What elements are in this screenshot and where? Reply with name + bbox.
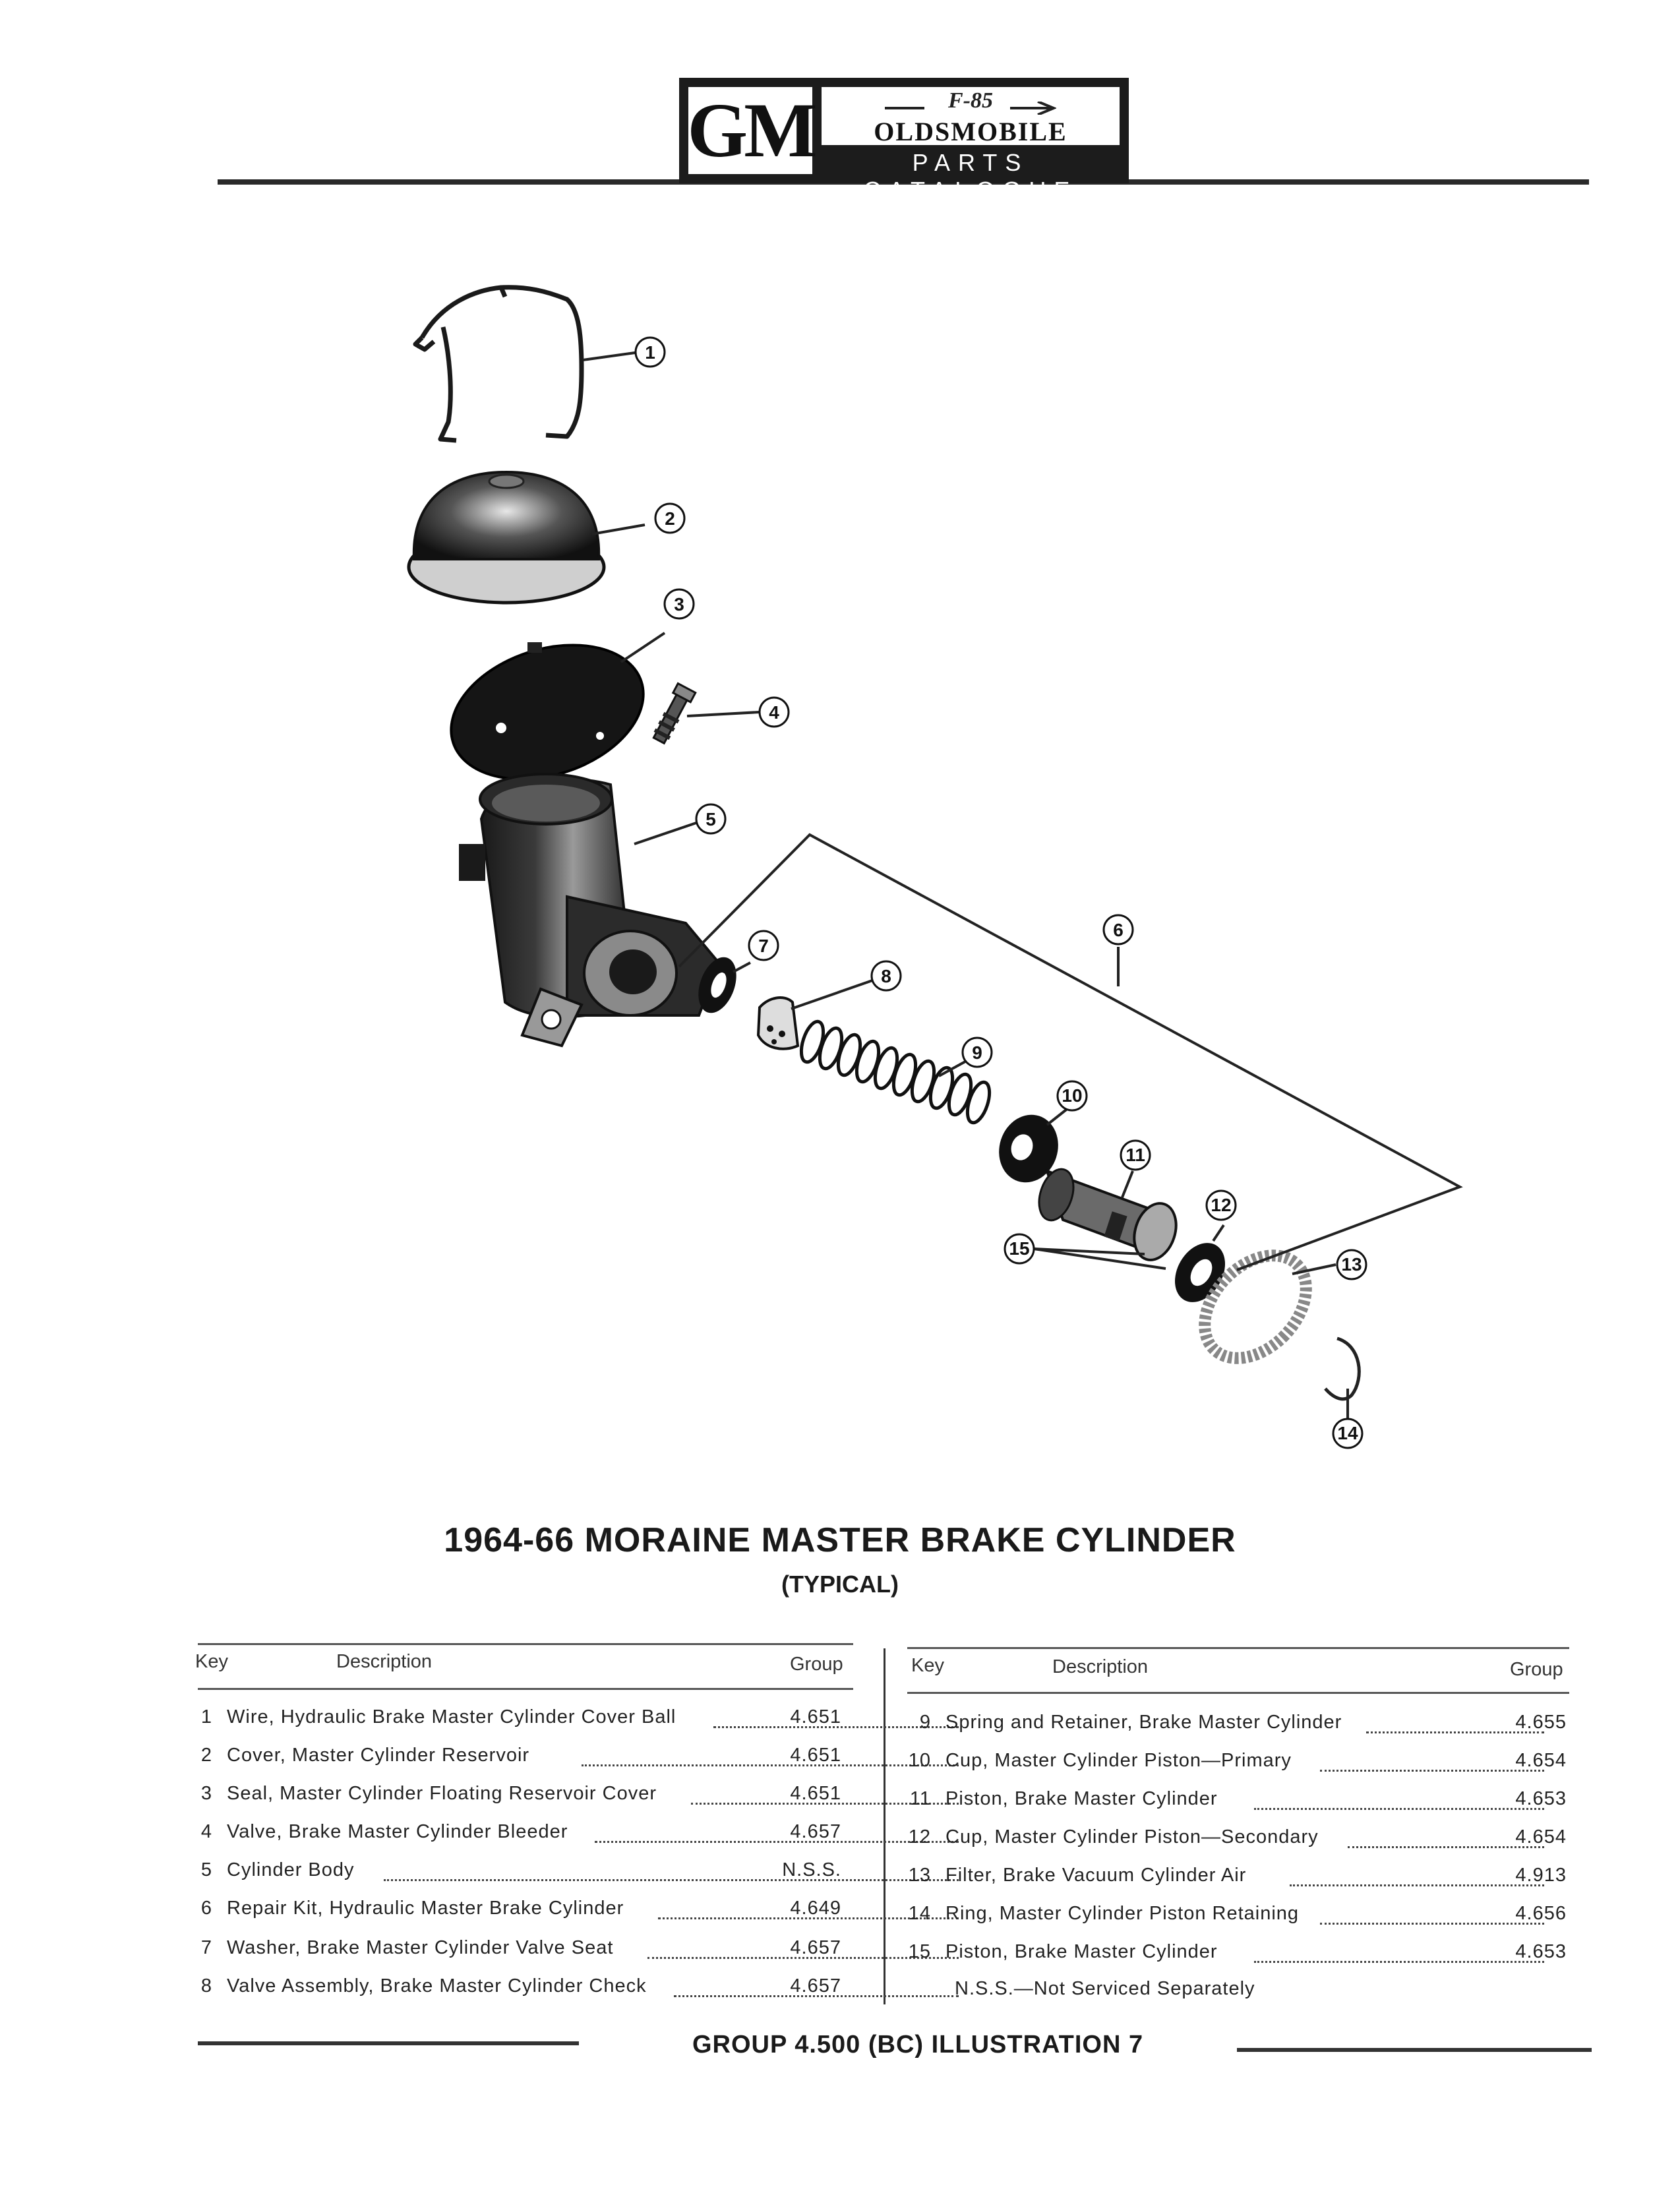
row-description: Ring, Master Cylinder Piston Retaining [945, 1903, 1300, 1924]
row-group: 4.654 [1515, 1750, 1567, 1771]
row-group: 4.656 [1515, 1903, 1567, 1924]
leader-lines [583, 352, 1348, 1419]
row-key: 1 [200, 1706, 212, 1727]
callout-14: 14 [1337, 1423, 1358, 1443]
dot-leader [384, 1859, 959, 1881]
model-text: F-85 [948, 88, 993, 113]
callout-1: 1 [645, 342, 655, 363]
callout-4: 4 [769, 702, 779, 723]
row-group: 4.655 [1515, 1712, 1567, 1733]
row-key: 3 [200, 1783, 212, 1804]
callout-circles [636, 338, 1366, 1448]
callout-11: 11 [1125, 1145, 1145, 1165]
callout-3: 3 [674, 594, 684, 615]
brand-text: OLDSMOBILE [874, 117, 1067, 146]
row-description: Valve Assembly, Brake Master Cylinder Check [227, 1975, 647, 1997]
row-group: 4.657 [790, 1975, 841, 1997]
callout-5: 5 [705, 809, 716, 829]
row-description: Wire, Hydraulic Brake Master Cylinder Cover Ball [227, 1706, 676, 1727]
gm-logo-text: GM [687, 87, 814, 173]
table-top-rule-right [907, 1647, 1569, 1649]
column-header-description: Description [336, 1651, 433, 1672]
table-row [186, 1937, 852, 1964]
row-key: 14 [908, 1903, 931, 1924]
row-description: Piston, Brake Master Cylinder [945, 1788, 1218, 1809]
column-header-key: Key [911, 1655, 944, 1676]
spring-part [797, 1019, 994, 1126]
nss-footnote: N.S.S.—Not Serviced Separately [955, 1978, 1255, 1999]
column-header-group: Group [790, 1654, 843, 1675]
row-description: Filter, Brake Vacuum Cylinder Air [945, 1865, 1247, 1886]
table-row [905, 1826, 1571, 1853]
callout-8: 8 [881, 966, 891, 986]
row-description: Washer, Brake Master Cylinder Valve Seat [227, 1937, 614, 1958]
row-group: 4.649 [790, 1898, 841, 1919]
row-key: 4 [200, 1821, 212, 1842]
table-row [186, 1898, 852, 1924]
callout-12: 12 [1211, 1195, 1232, 1215]
callout-13: 13 [1341, 1254, 1362, 1275]
row-key: 6 [200, 1898, 212, 1919]
row-description: Valve, Brake Master Cylinder Bleeder [227, 1821, 568, 1842]
row-description: Spring and Retainer, Brake Master Cylinder [945, 1712, 1342, 1733]
column-header-description: Description [1052, 1656, 1149, 1677]
table-row [905, 1865, 1571, 1891]
row-group: 4.657 [790, 1937, 841, 1958]
row-group: 4.653 [1515, 1788, 1567, 1809]
arrow-icon [885, 102, 1056, 115]
cylinder-body-part [459, 774, 719, 1046]
footer-right-rule [1237, 2048, 1592, 2052]
page-title: 1964-66 MORAINE MASTER BRAKE CYLINDER [444, 1521, 1236, 1559]
footer-illustration-label: GROUP 4.500 (BC) ILLUSTRATION 7 [692, 2031, 1144, 2058]
table-row [186, 1783, 852, 1809]
row-key: 2 [200, 1745, 212, 1766]
table-top-rule-left [198, 1643, 853, 1645]
row-group: 4.657 [790, 1821, 841, 1842]
retaining-ring-part [1325, 1338, 1359, 1399]
row-key: 11 [909, 1788, 931, 1809]
row-key: 12 [908, 1826, 931, 1848]
row-key: 15 [908, 1941, 931, 1962]
row-group: N.S.S. [782, 1859, 841, 1880]
table-row [905, 1750, 1571, 1776]
gm-logo [688, 87, 812, 174]
table-header-rule-left [198, 1688, 853, 1690]
table-row [905, 1903, 1571, 1929]
row-group: 4.651 [790, 1706, 841, 1727]
table-row [186, 1821, 852, 1848]
row-group: 4.654 [1515, 1826, 1567, 1848]
row-key: 8 [200, 1975, 212, 1997]
row-group: 4.653 [1515, 1941, 1567, 1962]
model-title-box [822, 87, 1120, 145]
table-row [186, 1706, 852, 1733]
row-description: Cup, Master Cylinder Piston—Primary [945, 1750, 1292, 1771]
wire-bail-part [415, 287, 582, 440]
table-row [905, 1788, 1571, 1815]
dot-leader [582, 1745, 959, 1766]
column-header-group: Group [1510, 1659, 1563, 1680]
callout-9: 9 [972, 1042, 982, 1063]
row-key: 5 [200, 1859, 212, 1880]
row-description: Seal, Master Cylinder Floating Reservoir Cover [227, 1783, 657, 1804]
row-group: 4.913 [1515, 1865, 1567, 1886]
row-description: Cup, Master Cylinder Piston—Secondary [945, 1826, 1319, 1848]
callout-7: 7 [758, 936, 769, 956]
table-row [905, 1941, 1571, 1968]
column-header-key: Key [195, 1651, 228, 1672]
table-row [186, 1975, 852, 2002]
page-subtitle: (TYPICAL) [781, 1571, 899, 1598]
exploded-view-diagram [369, 264, 1490, 1464]
callout-15: 15 [1009, 1238, 1030, 1259]
row-group: 4.651 [790, 1783, 841, 1804]
table-row [186, 1859, 852, 1886]
row-description: Cylinder Body [227, 1859, 355, 1880]
callout-6: 6 [1113, 920, 1124, 940]
row-group: 4.651 [790, 1745, 841, 1766]
row-description: Cover, Master Cylinder Reservoir [227, 1745, 530, 1766]
table-row [186, 1745, 852, 1771]
gm-logo-block [679, 78, 1129, 204]
reservoir-cover-part [409, 472, 604, 603]
row-key: 10 [908, 1750, 931, 1771]
footer-left-rule [198, 2041, 579, 2045]
row-key: 7 [200, 1937, 212, 1958]
table-header-rule-right [907, 1692, 1569, 1694]
row-description: Repair Kit, Hydraulic Master Brake Cylinder [227, 1898, 624, 1919]
callout-10: 10 [1062, 1085, 1083, 1106]
row-description: Piston, Brake Master Cylinder [945, 1941, 1218, 1962]
check-valve-part [758, 998, 798, 1049]
catalogue-label: PARTS CATALOGUE [863, 149, 1078, 204]
row-key: 9 [919, 1712, 931, 1733]
bleeder-valve-part [650, 684, 696, 746]
table-row [905, 1712, 1571, 1738]
callout-2: 2 [665, 508, 675, 529]
row-key: 13 [908, 1865, 931, 1886]
